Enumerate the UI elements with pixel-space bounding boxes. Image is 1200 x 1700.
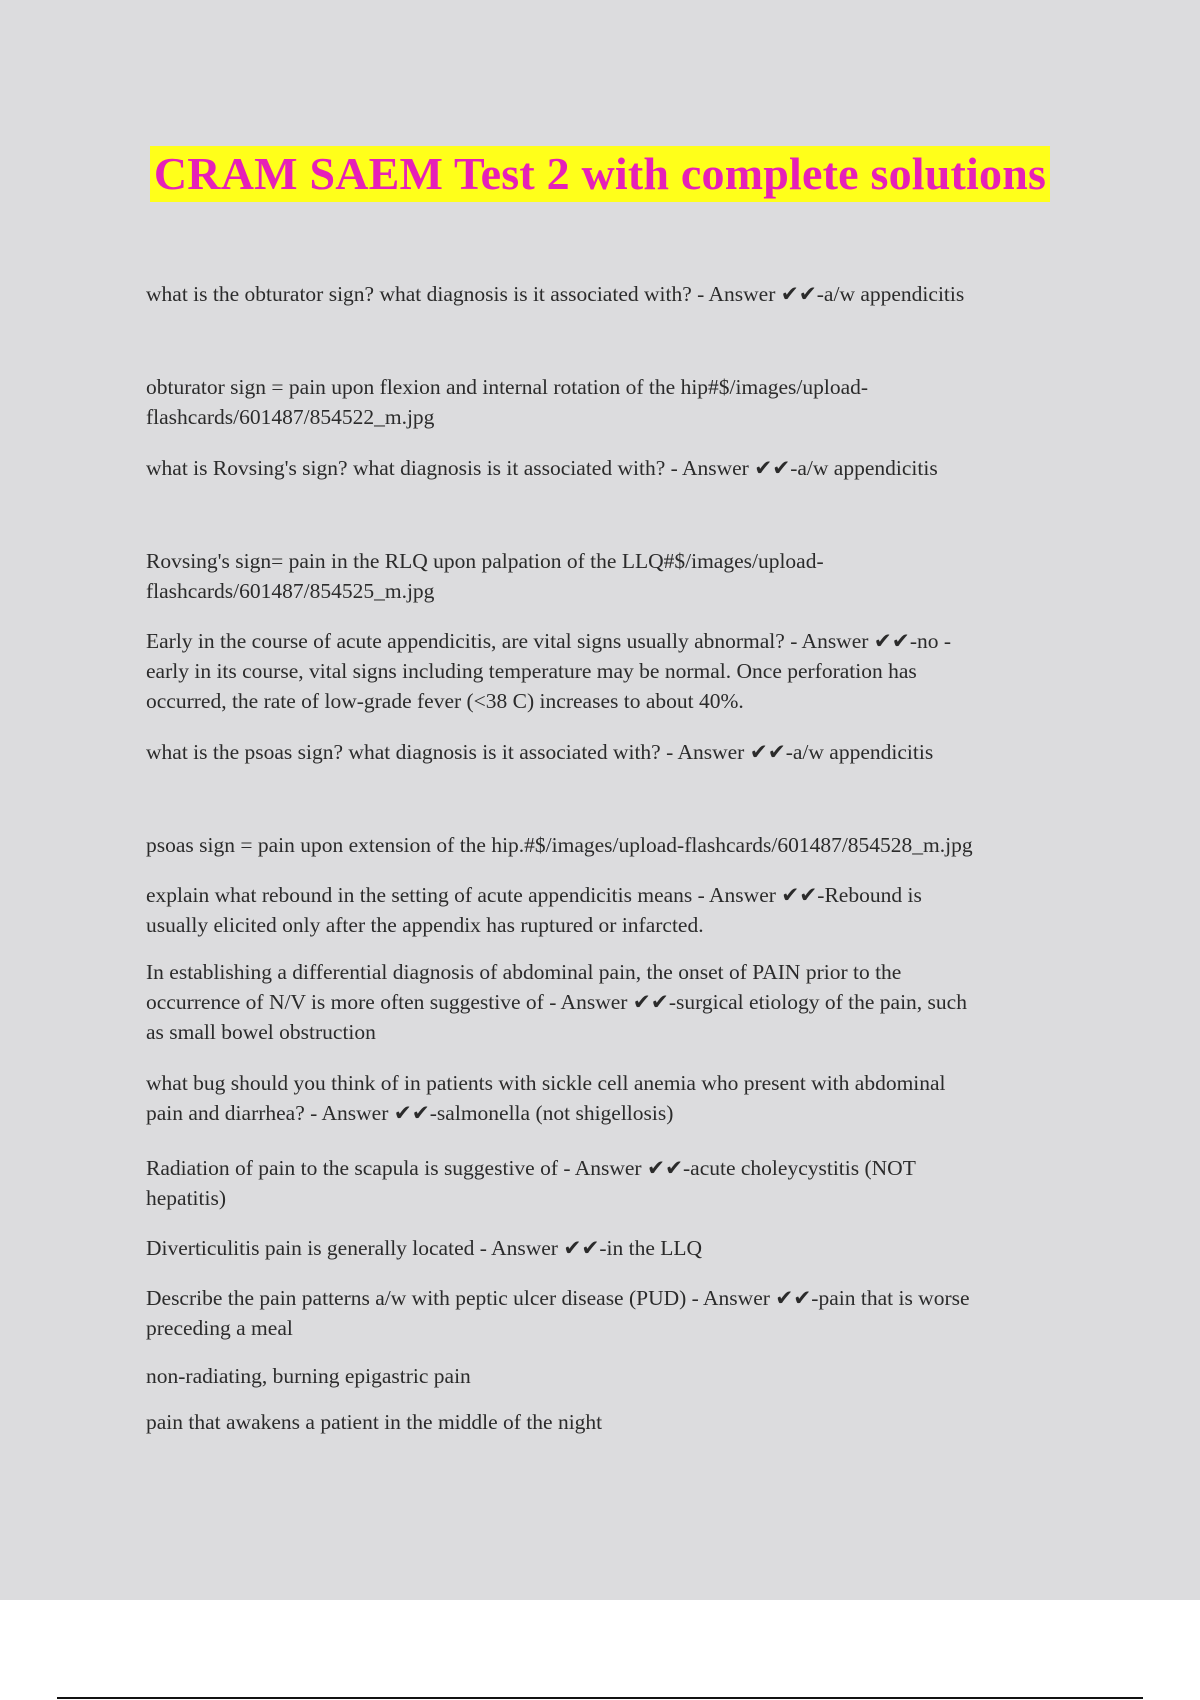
paragraph-line: occurred, the rate of low-grade fever (<38 C) increases to about 40%. — [146, 689, 744, 713]
paragraph-10 — [146, 1068, 1086, 1128]
paragraph-line: Rovsing's sign= pain in the RLQ upon palpation of the LLQ#$/images/upload- — [146, 549, 824, 573]
paragraph-line: hepatitis) — [146, 1186, 227, 1210]
paragraph-line: Radiation of pain to the scapula is suggestive of - Answer ✔✔-acute choleycystitis (NOT — [146, 1156, 916, 1180]
paragraph-1 — [146, 279, 1086, 309]
paragraph-8 — [146, 880, 1086, 940]
paragraph-line: In establishing a differential diagnosis of abdominal pain, the onset of PAIN prior to the — [146, 960, 902, 984]
paragraph-line: Describe the pain patterns a/w with peptic ulcer disease (PUD) - Answer ✔✔-pain that is worse — [146, 1286, 970, 1310]
paragraph-5 — [146, 626, 1086, 716]
paragraph-line: early in its course, vital signs including temperature may be normal. Once perforation has — [146, 659, 917, 683]
paragraph-line: occurrence of N/V is more often suggestive of - Answer ✔✔-surgical etiology of the pain, such — [146, 990, 967, 1014]
paragraph-line: flashcards/601487/854525_m.jpg — [146, 579, 435, 603]
paragraph-12 — [146, 1233, 1086, 1263]
paragraph-line: explain what rebound in the setting of acute appendicitis means - Answer ✔✔-Rebound is — [146, 883, 922, 907]
paragraph-6 — [146, 737, 1086, 767]
paragraph-line: flashcards/601487/854522_m.jpg — [146, 405, 435, 429]
paragraph-line: Diverticulitis pain is generally located - Answer ✔✔-in the LLQ — [146, 1236, 703, 1260]
paragraph-line: psoas sign = pain upon extension of the hip.#$/images/upload-flashcards/601487/854528_m.jpg — [146, 833, 973, 857]
paragraph-4 — [146, 546, 1086, 606]
paragraph-line: obturator sign = pain upon flexion and internal rotation of the hip#$/images/upload- — [146, 375, 869, 399]
paragraph-line: what is the psoas sign? what diagnosis is it associated with? - Answer ✔✔-a/w appendicitis — [146, 740, 934, 764]
paragraph-line: what is Rovsing's sign? what diagnosis is it associated with? - Answer ✔✔-a/w appendicitis — [146, 456, 938, 480]
paragraph-13 — [146, 1283, 1086, 1343]
paragraph-line: what bug should you think of in patients with sickle cell anemia who present with abdominal — [146, 1071, 946, 1095]
paragraph-3 — [146, 453, 1086, 483]
paragraph-line: preceding a meal — [146, 1316, 293, 1340]
paragraph-line: what is the obturator sign? what diagnosis is it associated with? - Answer ✔✔-a/w appendicitis — [146, 282, 965, 306]
paragraph-line: pain that awakens a patient in the middle of the night — [146, 1410, 603, 1434]
paragraph-2 — [146, 372, 1086, 432]
paragraph-11 — [146, 1153, 1086, 1213]
paragraph-7 — [146, 830, 1086, 860]
paragraph-15 — [146, 1407, 1086, 1437]
paragraph-14 — [146, 1361, 1086, 1391]
paragraph-line: Early in the course of acute appendicitis, are vital signs usually abnormal? - Answer ✔✔-no - — [146, 629, 952, 653]
paragraph-line: pain and diarrhea? - Answer ✔✔-salmonella (not shigellosis) — [146, 1101, 674, 1125]
paragraph-line: non-radiating, burning epigastric pain — [146, 1364, 471, 1388]
paragraph-line: usually elicited only after the appendix has ruptured or infarcted. — [146, 913, 704, 937]
title-wrapper — [0, 146, 1200, 202]
footer-divider — [57, 1697, 1143, 1699]
paragraph-9 — [146, 957, 1086, 1047]
paragraph-line: as small bowel obstruction — [146, 1020, 376, 1044]
page-title: CRAM SAEM Test 2 with complete solutions — [150, 146, 1050, 202]
